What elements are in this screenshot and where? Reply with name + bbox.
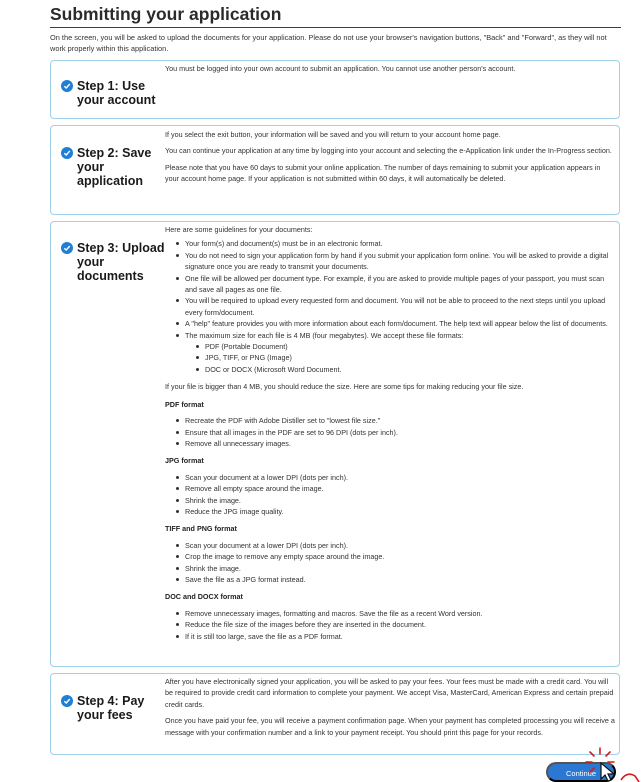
guidelines-intro: Here are some guidelines for your documents: [165,225,313,234]
jpg-heading: JPG format [165,456,204,466]
list-item: Scan your document at a lower DPI (dots per inch). [165,472,615,483]
list-item: A "help" feature provides you with more information about each form/document. The help text will appear below the list of documents. [165,318,615,329]
list-item: Scan your document at a lower DPI (dots per inch). [165,540,615,551]
step-2-text-continue: You can continue your application at any time by logging into your account and selecting the e-Application link under the In-Progress section. [165,146,612,156]
step-4-panel [50,673,620,755]
list-item: You do not need to sign your application form by hand if you submit your application form online. You will be asked to provide a digital signature once you are ready to transmit your documents. [165,250,615,273]
check-circle-icon [61,80,73,92]
step-4-heading [61,694,165,722]
step-2-panel [50,125,620,215]
guidelines-list [165,238,615,341]
list-item: Reduce the JPG image quality. [165,506,615,517]
tiff-png-tips-list [165,540,615,586]
pdf-heading: PDF format [165,399,204,409]
list-item: If it is still too large, save the file as a PDF format. [165,631,615,642]
page-title: Submitting your application [50,0,621,28]
doc-docx-tips-list [165,608,615,642]
step-3-heading [61,241,165,283]
size-tip: If your file is bigger than 4 MB, you should reduce the size. Here are some tips for making reducing your file size. [165,382,524,392]
step-2-body [165,129,615,190]
pdf-tips-list [165,415,615,449]
intro-text: On the screen, you will be asked to upload the documents for your application. Please do not use your browser's navigation buttons, "Back" and "Forward", as they will not work properly within this application. [50,33,607,53]
step-1-panel [50,60,620,119]
step-2-title: Step 2: Save your application [77,146,152,188]
list-item: DOC or DOCX (Microsoft Word Document. [165,364,615,375]
check-circle-icon [61,147,73,159]
check-circle-icon [61,695,73,707]
list-item: Reduce the file size of the images before they are inserted in the document. [165,619,615,630]
click-cursor-icon [585,746,641,782]
step-4-text-confirmation: Once you have paid your fee, you will receive a payment confirmation page. When your payment has completed processing you will receive a message with your confirmation number and a link to your payment receipt. You should print this page for your records. [165,716,615,737]
step-4-text-fees: After you have electronically signed your application, you will be asked to pay your fees. Your fees must be made with a credit card. You will be required to provide credit card information to complete your payment. We accept Visa, MasterCard, American Express and certain prepaid credit cards. [165,677,614,709]
list-item: Remove all unnecessary images. [165,438,615,449]
list-item: Shrink the image. [165,495,615,506]
step-1-title: Step 1: Use your account [77,79,156,107]
step-1-heading [61,79,165,107]
doc-docx-heading: DOC and DOCX format [165,592,243,602]
step-3-panel [50,221,620,667]
application-page [50,0,621,737]
step-3-title: Step 3: Upload your documents [77,241,165,283]
list-item: JPG, TIFF, or PNG (Image) [165,352,615,363]
list-item: The maximum size for each file is 4 MB (four megabytes). We accept these file formats: [165,330,615,341]
list-item: Your form(s) and document(s) must be in an electronic format. [165,238,615,249]
list-item: You will be required to upload every requested form and document. You will not be able to proceed to the next steps until you upload every form/document. [165,295,615,318]
step-4-title: Step 4: Pay your fees [77,694,145,722]
list-item: Remove all empty space around the image. [165,483,615,494]
formats-list [165,341,615,375]
list-item: Recreate the PDF with Adobe Distiller set to "lowest file size." [165,415,615,426]
list-item: Shrink the image. [165,563,615,574]
list-item: Ensure that all images in the PDF are set to 96 DPI (dots per inch). [165,427,615,438]
step-2-heading [61,146,165,188]
step-4-body [165,676,615,743]
jpg-tips-list [165,472,615,518]
list-item: One file will be allowed per document type. For example, if you are asked to provide multiple pages of your passport, you must scan and save all pages as one file. [165,273,615,296]
step-3-body [165,224,615,648]
continue-button[interactable]: Continue [546,762,616,782]
step-1-body [165,63,615,79]
step-2-text-exit: If you select the exit button, your information will be saved and you will return to your account home page. [165,130,501,139]
list-item: Save the file as a JPG format instead. [165,574,615,585]
step-1-text: You must be logged into your own account to submit an application. You cannot use another person's account. [165,64,516,73]
list-item: PDF (Portable Document) [165,341,615,352]
check-circle-icon [61,242,73,254]
step-2-text-deadline: Please note that you have 60 days to submit your online application. The number of days remaining to submit your application appears in your account home page. If your application is not submitted within 60 days, it will automatically be deleted. [165,162,601,184]
list-item: Remove unnecessary images, formatting and macros. Save the file as a recent Word version. [165,608,615,619]
list-item: Crop the image to remove any empty space around the image. [165,551,615,562]
tiff-png-heading: TIFF and PNG format [165,524,237,534]
